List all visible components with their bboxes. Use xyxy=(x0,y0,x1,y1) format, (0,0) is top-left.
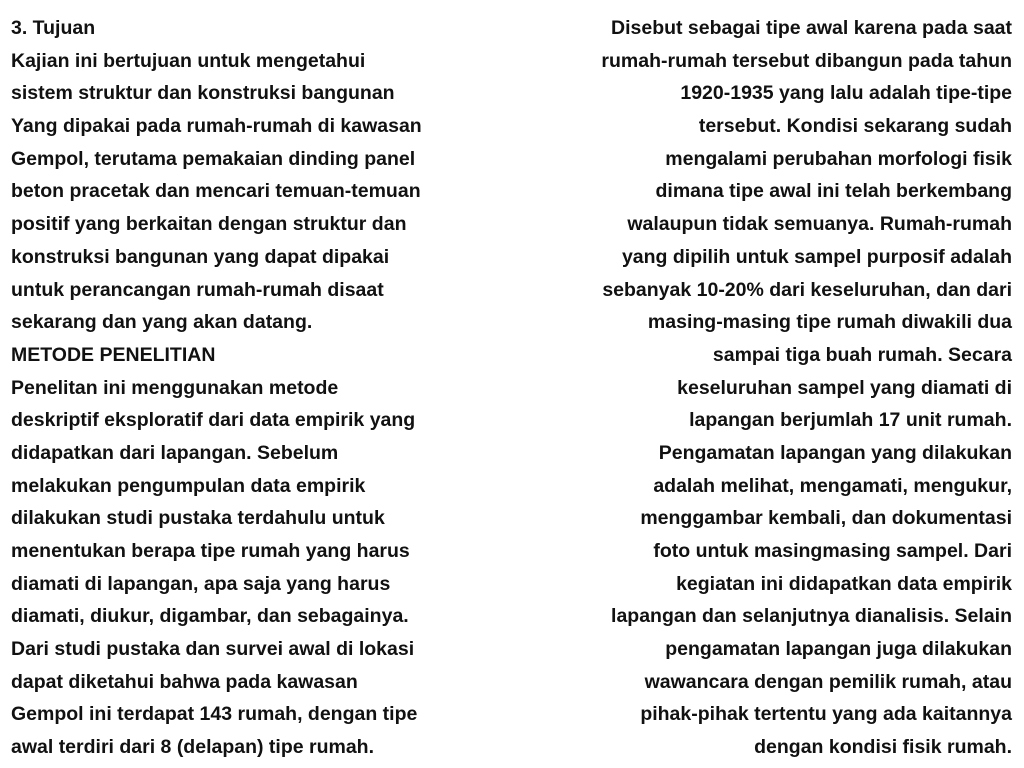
text-line: diamati di lapangan, apa saja yang harus xyxy=(11,572,391,595)
text-line: diamati, diukur, digambar, dan sebagainya. xyxy=(11,605,409,628)
text-line: lapangan dan selanjutnya dianalisis. Selain xyxy=(611,605,1012,628)
text-line: dengan kondisi fisik rumah. xyxy=(754,736,1012,759)
text-line: sistem struktur dan konstruksi bangunan xyxy=(11,82,395,105)
text-line: walaupun tidak semuanya. Rumah-rumah xyxy=(627,213,1012,236)
text-line: didapatkan dari lapangan. Sebelum xyxy=(11,441,339,464)
section-heading-metode: METODE PENELITIAN xyxy=(11,343,216,366)
text-line: wawancara dengan pemilik rumah, atau xyxy=(644,670,1012,693)
text-line: 1920-1935 yang lalu adalah tipe-tipe xyxy=(680,82,1012,105)
text-line: Yang dipakai pada rumah-rumah di kawasan xyxy=(11,115,422,138)
text-line: pihak-pihak tertentu yang ada kaitannya xyxy=(640,703,1012,726)
text-line: rumah-rumah tersebut dibangun pada tahun xyxy=(601,49,1012,72)
left-text-column xyxy=(11,12,511,764)
text-line: positif yang berkaitan dengan struktur dan xyxy=(11,213,407,236)
text-line: beton pracetak dan mencari temuan-temuan xyxy=(11,180,421,203)
text-line: pengamatan lapangan juga dilakukan xyxy=(665,638,1012,661)
section-heading-tujuan: 3. Tujuan xyxy=(11,17,96,39)
text-line: sekarang dan yang akan datang. xyxy=(11,311,313,334)
text-line: dimana tipe awal ini telah berkembang xyxy=(655,180,1012,203)
text-line: menentukan berapa tipe rumah yang harus xyxy=(11,540,410,562)
text-line: melakukan pengumpulan data empirik xyxy=(11,474,366,497)
text-line: tersebut. Kondisi sekarang sudah xyxy=(698,115,1012,138)
text-line: foto untuk masingmasing sampel. Dari xyxy=(653,540,1012,562)
text-line: yang dipilih untuk sampel purposif adalah xyxy=(621,245,1012,268)
text-line: Dari studi pustaka dan survei awal di lokasi xyxy=(11,638,415,661)
text-line: sampai tiga buah rumah. Secara xyxy=(712,343,1012,366)
text-line: keseluruhan sampel yang diamati di xyxy=(677,376,1012,399)
text-line: dapat diketahui bahwa pada kawasan xyxy=(11,670,358,693)
text-line: konstruksi bangunan yang dapat dipakai xyxy=(11,245,390,268)
text-line: Disebut sebagai tipe awal karena pada saat xyxy=(611,17,1012,39)
text-line: deskriptif eksploratif dari data empirik yang xyxy=(11,409,416,432)
text-line: menggambar kembali, dan dokumentasi xyxy=(640,507,1012,530)
text-line: untuk perancangan rumah-rumah disaat xyxy=(11,278,384,301)
text-line: adalah melihat, mengamati, mengukur, xyxy=(653,474,1012,497)
text-line: kegiatan ini didapatkan data empirik xyxy=(676,572,1012,595)
text-line: dilakukan studi pustaka terdahulu untuk xyxy=(11,507,385,530)
text-line: Kajian ini bertujuan untuk mengetahui xyxy=(11,49,366,72)
text-line: lapangan berjumlah 17 unit rumah. xyxy=(689,409,1012,432)
text-line: masing-masing tipe rumah diwakili dua xyxy=(647,311,1012,334)
text-line: Penelitan ini menggunakan metode xyxy=(11,376,339,399)
text-line: Pengamatan lapangan yang dilakukan xyxy=(658,441,1012,464)
text-line: mengalami perubahan morfologi fisik xyxy=(665,147,1012,170)
text-line: sebanyak 10-20% dari keseluruhan, dan dari xyxy=(602,278,1012,301)
text-line: awal terdiri dari 8 (delapan) tipe rumah. xyxy=(11,736,375,759)
right-text-column xyxy=(512,12,1012,764)
text-line: Gempol, terutama pemakaian dinding panel xyxy=(11,147,416,170)
text-line: Gempol ini terdapat 143 rumah, dengan tipe xyxy=(11,703,418,726)
